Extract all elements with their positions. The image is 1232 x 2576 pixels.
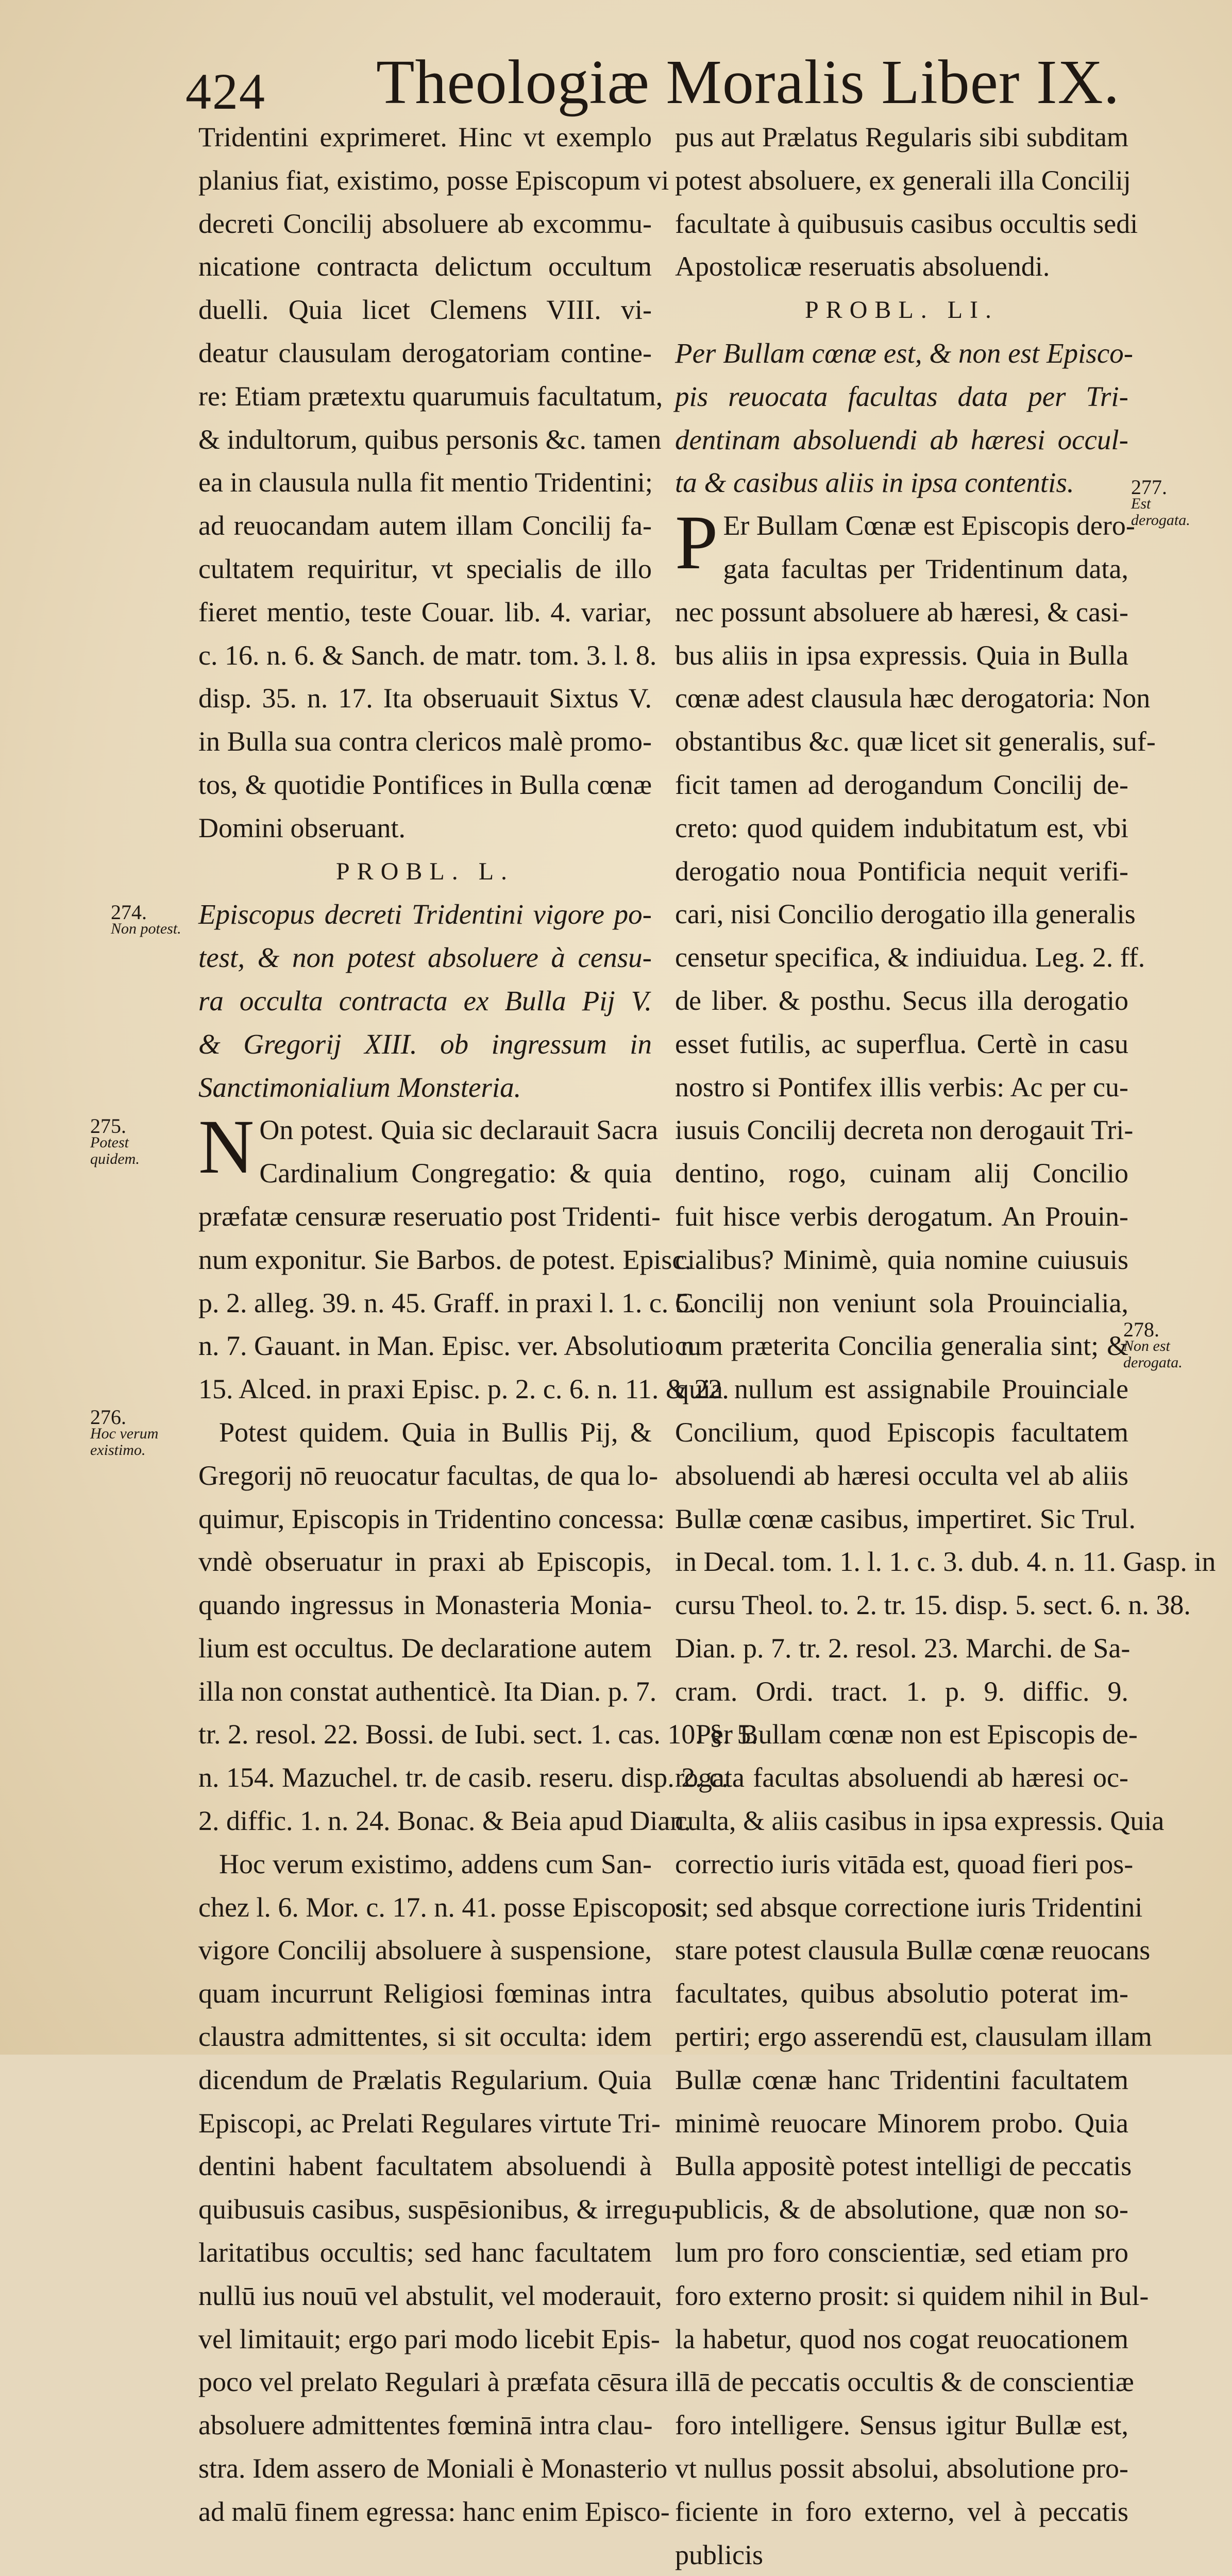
text-line: vigore Concilij absoluere à suspensione,: [198, 1935, 652, 1966]
text-line: nullū ius nouū vel abstulit, vel moderauit,: [198, 2280, 662, 2311]
text-line: n. 7. Gauant. in Man. Episc. ver. Absolutio n.: [198, 1330, 702, 1362]
margin-note-277: [1131, 476, 1213, 529]
text-line: culta, & aliis casibus in ipsa expressis. Quia: [675, 1805, 1165, 1837]
text-line: cialibus? Minimè, quia nomine cuiusuis: [675, 1244, 1128, 1275]
problem-51-heading: PROBL. LI.: [804, 296, 999, 324]
problem-50-heading: PROBL. L.: [335, 857, 515, 885]
running-title: Theologiæ Moralis Liber IX.: [376, 47, 1120, 117]
text-line: num exponitur. Sie Barbos. de potest. Episc.: [198, 1244, 691, 1275]
text-line: cari, nisi Concilio derogatio illa generalis: [675, 899, 1136, 930]
text-line: re: Etiam prætextu quarumuis facultatum,: [198, 380, 663, 412]
margin-note-text: Hoc verum existimo.: [90, 1425, 159, 1459]
text-line: cœnæ adest clausula hæc derogatoria: Non: [675, 683, 1151, 714]
margin-note-text: Non est derogata.: [1123, 1337, 1183, 1371]
text-line: 2. diffic. 1. n. 24. Bonac. & Beia apud Dian.: [198, 1805, 691, 1837]
text-line: ad reuocandam autem illam Concilij fa-: [198, 510, 652, 541]
text-line: iusuis Concilij decreta non derogauit Tri-: [675, 1114, 1134, 1146]
text-line: vt nullus possit absolui, absolutione pro-: [675, 2453, 1128, 2484]
text-line: pertiri; ergo asserendū est, clausulam illam: [675, 2021, 1152, 2053]
text-line: Cardinalium Congregatio: & quia: [259, 1158, 652, 1189]
text-line: obstantibus &c. quæ licet sit generalis, suf-: [675, 726, 1156, 757]
text-line: laritatibus occultis; sed hanc facultatem: [198, 2237, 652, 2268]
margin-note-text: Est derogata.: [1131, 495, 1190, 529]
paragraph-275: [198, 1411, 758, 1843]
text-line: stare potest clausula Bullæ cœnæ reuocans: [675, 1935, 1151, 1966]
text-line: gata facultas per Tridentinum data,: [723, 553, 1128, 584]
text-line: minimè reuocare Minorem probo. Quia: [675, 2107, 1128, 2139]
problem-line: Per Bullam cœnæ est, & non est Episco-: [675, 337, 1134, 369]
text-line: ficiente in foro externo, vel à peccatis: [675, 2496, 1128, 2527]
text-line: absoluere admittentes fœminā intra clau-: [198, 2410, 653, 2441]
margin-note-number: 276.: [90, 1405, 126, 1429]
text-line: præfatæ censuræ reseruatio post Tridenti-: [198, 1200, 661, 1232]
text-line: cum præterita Concilia generalia sint; &: [675, 1330, 1128, 1362]
text-line: disp. 35. n. 17. Ita obseruauit Sixtus V.: [198, 683, 652, 714]
problem-51-statement: [675, 332, 1134, 504]
text-line: Concilij non veniunt sola Prouincialia,: [675, 1287, 1128, 1318]
text-line: cram. Ordi. tract. 1. p. 9. diffic. 9.: [675, 1675, 1128, 1707]
text-line: quia nullum est assignabile Prouinciale: [675, 1374, 1128, 1405]
text-line: ea in clausula nulla fit mentio Tridentini;: [198, 467, 653, 498]
margin-note-number: 278.: [1123, 1318, 1159, 1341]
text-line: ad malū finem egressa: hanc enim Episco-: [198, 2496, 670, 2527]
margin-note-number: 274.: [111, 901, 147, 924]
text-line: nostro si Pontifex illis verbis: Ac per cu-: [675, 1071, 1128, 1103]
text-line: nec possunt absoluere ab hæresi, & casi-: [675, 596, 1128, 628]
text-line: Episcopi, ac Prelati Regulares virtute Tri-: [198, 2107, 661, 2139]
text-line: vndè obseruatur in praxi ab Episcopis,: [198, 1546, 652, 1578]
text-line: Apostolicæ reseruatis absoluendi.: [675, 251, 1050, 282]
margin-note-274: [111, 901, 183, 937]
text-line: p. 2. alleg. 39. n. 45. Graff. in praxi l. 1. c. 5.: [198, 1287, 697, 1318]
paragraph-276: [198, 1843, 687, 2534]
drop-cap-p: P: [675, 500, 718, 586]
text-line: foro intelligere. Sensus igitur Bullæ est,: [675, 2410, 1128, 2441]
text-line: chez l. 6. Mor. c. 17. n. 41. posse Episcopos: [198, 1891, 687, 1923]
paragraph-274: [198, 1104, 729, 1411]
text-line: quimur, Episcopis in Tridentino concessa:: [198, 1503, 665, 1534]
margin-note-text: Non potest.: [111, 920, 181, 937]
problem-line: test, & non potest absoluere à censu-: [198, 942, 652, 974]
text-line: esset futilis, ac superflua. Certè in casu: [675, 1028, 1128, 1059]
right-opening-text: [675, 116, 1138, 289]
text-line: duelli. Quia licet Clemens VIII. vi-: [198, 294, 652, 326]
text-line: Dian. p. 7. tr. 2. resol. 23. Marchi. de Sa-: [675, 1632, 1130, 1664]
text-line: publicis, & de absolutione, quæ non so-: [675, 2194, 1128, 2225]
text-line: rogata facultas absoluendi ab hæresi oc-: [675, 1762, 1128, 1793]
text-line: facultate à quibusuis casibus occultis sedi: [675, 208, 1138, 239]
problem-line: Sanctimonialium Monsteria.: [198, 1071, 521, 1103]
page-number: 424: [185, 63, 266, 120]
paragraph-278: [675, 1713, 1165, 2576]
text-line: vel limitauit; ergo pari modo licebit Epis-: [198, 2323, 660, 2354]
text-line: decreti Concilij absoluere ab excommu-: [198, 208, 652, 239]
margin-note-number: 275.: [90, 1114, 126, 1138]
text-line: fuit hisce verbis derogatum. An Prouin-: [675, 1200, 1128, 1232]
page-header: [185, 46, 1120, 124]
text-line: quam incurrunt Religiosi fœminas intra: [198, 1978, 652, 2009]
text-line: & indultorum, quibus personis &c. tamen: [198, 423, 662, 455]
text-line: de liber. & posthu. Secus illa derogatio: [675, 985, 1128, 1016]
text-line: On potest. Quia sic declarauit Sacra: [259, 1114, 659, 1146]
text-line: in Bulla sua contra clericos malè promo-: [198, 726, 652, 757]
text-line: censetur specifica, & indiuidua. Leg. 2. ff.: [675, 942, 1145, 973]
margin-note-text: Potest quidem.: [90, 1134, 140, 1167]
text-line: ficit tamen ad derogandum Concilij de-: [675, 769, 1128, 800]
text-line: cursu Theol. to. 2. tr. 15. disp. 5. sect. 6. n. 38.: [675, 1589, 1191, 1621]
text-line: Bullæ cœnæ casibus, impertiret. Sic Trul.: [675, 1503, 1136, 1534]
text-line: pus aut Prælatus Regularis sibi subditam: [675, 122, 1128, 152]
text-line: Bullæ cœnæ hanc Tridentini facultatem: [675, 2064, 1128, 2095]
text-line: bus aliis in ipsa expressis. Quia in Bulla: [675, 639, 1128, 671]
text-line: foro externo prosit: si quidem nihil in Bul-: [675, 2280, 1149, 2311]
text-line: absoluendi ab hæresi occulta vel ab aliis: [675, 1460, 1128, 1491]
problem-line: dentinam absoluendi ab hæresi occul-: [675, 423, 1128, 455]
text-line: dentino, rogo, cuinam alij Concilio: [675, 1158, 1128, 1189]
problem-line: Episcopus decreti Tridentini vigore po-: [198, 899, 652, 930]
text-line: Potest quidem. Quia in Bullis Pij, &: [219, 1416, 652, 1448]
text-line: 15. Alced. in praxi Episc. p. 2. c. 6. n. 11. & 22.: [198, 1374, 729, 1405]
text-line: quando ingressus in Monasteria Monia-: [198, 1589, 652, 1621]
text-line: Bulla appositè potest intelligi de peccatis: [675, 2150, 1132, 2182]
margin-note-276: [90, 1405, 167, 1459]
text-line: lum pro foro conscientiæ, sed etiam pro: [675, 2237, 1128, 2268]
text-line: sit; sed absque correctione iuris Tridentini: [675, 1891, 1143, 1923]
text-line: poco vel prelato Regulari à præfata cēsura: [198, 2366, 668, 2398]
text-line: Domini obseruant.: [198, 812, 406, 843]
text-line: Tridentini exprimeret. Hinc vt exemplo: [198, 122, 652, 152]
text-line: nicatione contracta delictum occultum: [198, 251, 652, 282]
problem-50-statement: [198, 893, 652, 1109]
text-line: correctio iuris vitāda est, quoad fieri pos-: [675, 1848, 1134, 1879]
text-line: potest absoluere, ex generali illa Concilij: [675, 164, 1131, 196]
problem-line: & Gregorij XIII. ob ingressum in: [198, 1028, 652, 1060]
text-line: cultatem requiritur, vt specialis de illo: [198, 553, 652, 584]
text-line: planius fiat, existimo, posse Episcopum vi: [198, 164, 669, 196]
text-line: tos, & quotidie Pontifices in Bulla cœnæ: [198, 769, 652, 800]
text-line: fieret mentio, teste Couar. lib. 4. variar,: [198, 596, 652, 628]
text-line: Per Bullam cœnæ non est Episcopis de-: [696, 1719, 1138, 1750]
text-line: derogatio noua Pontificia nequit verifi-: [675, 855, 1128, 887]
text-line: illā de peccatis occultis & de conscientiæ: [675, 2366, 1134, 2398]
text-line: publicis: [675, 2539, 763, 2570]
text-line: dentini habent facultatem absoluendi à: [198, 2150, 652, 2182]
text-line: illa non constat authenticè. Ita Dian. p. 7.: [198, 1675, 657, 1707]
text-line: creto: quod quidem indubitatum est, vbi: [675, 812, 1128, 843]
text-line: Gregorij nō reuocatur facultas, de qua lo-: [198, 1460, 659, 1491]
text-line: Hoc verum existimo, addens cum San-: [219, 1848, 652, 1879]
text-line: stra. Idem assero de Moniali è Monasterio: [198, 2453, 668, 2484]
text-line: Er Bullam Cœnæ est Episcopis dero-: [723, 510, 1135, 541]
text-line: tr. 2. resol. 22. Bossi. de Iubi. sect. 1. cas. 10. §. 5.: [198, 1719, 758, 1750]
left-column: [198, 116, 758, 2534]
margin-note-275: [90, 1114, 167, 1167]
problem-line: ta & casibus aliis in ipsa contentis.: [675, 467, 1074, 499]
margin-note-number: 277.: [1131, 476, 1167, 499]
text-line: la habetur, quod nos cogat reuocationem: [675, 2323, 1128, 2354]
text-line: in Decal. tom. 1. l. 1. c. 3. dub. 4. n. 11. Gasp. in: [675, 1546, 1216, 1578]
text-line: Concilium, quod Episcopis facultatem: [675, 1416, 1128, 1448]
text-line: quibusuis casibus, suspēsionibus, & irregu-: [198, 2194, 681, 2225]
drop-cap-n: N: [198, 1104, 255, 1190]
text-line: deatur clausulam derogatoriam contine-: [198, 337, 652, 368]
text-line: lium est occultus. De declaratione autem: [198, 1632, 652, 1664]
problem-line: ra occulta contracta ex Bulla Pij V.: [198, 985, 652, 1016]
margin-note-278: [1123, 1318, 1206, 1371]
problem-line: pis reuocata facultas data per Tri-: [675, 380, 1128, 412]
text-line: facultates, quibus absolutio poterat im-: [675, 1978, 1128, 2009]
text-line: c. 16. n. 6. & Sanch. de matr. tom. 3. l. 8.: [198, 639, 657, 671]
left-opening-text: [198, 116, 669, 850]
text-line: dicendum de Prælatis Regularium. Quia: [198, 2064, 652, 2095]
text-line: n. 154. Mazuchel. tr. de casib. reseru. disp. 2. c.: [198, 1762, 729, 1793]
text-line: claustra admittentes, si sit occulta: idem: [198, 2021, 652, 2053]
